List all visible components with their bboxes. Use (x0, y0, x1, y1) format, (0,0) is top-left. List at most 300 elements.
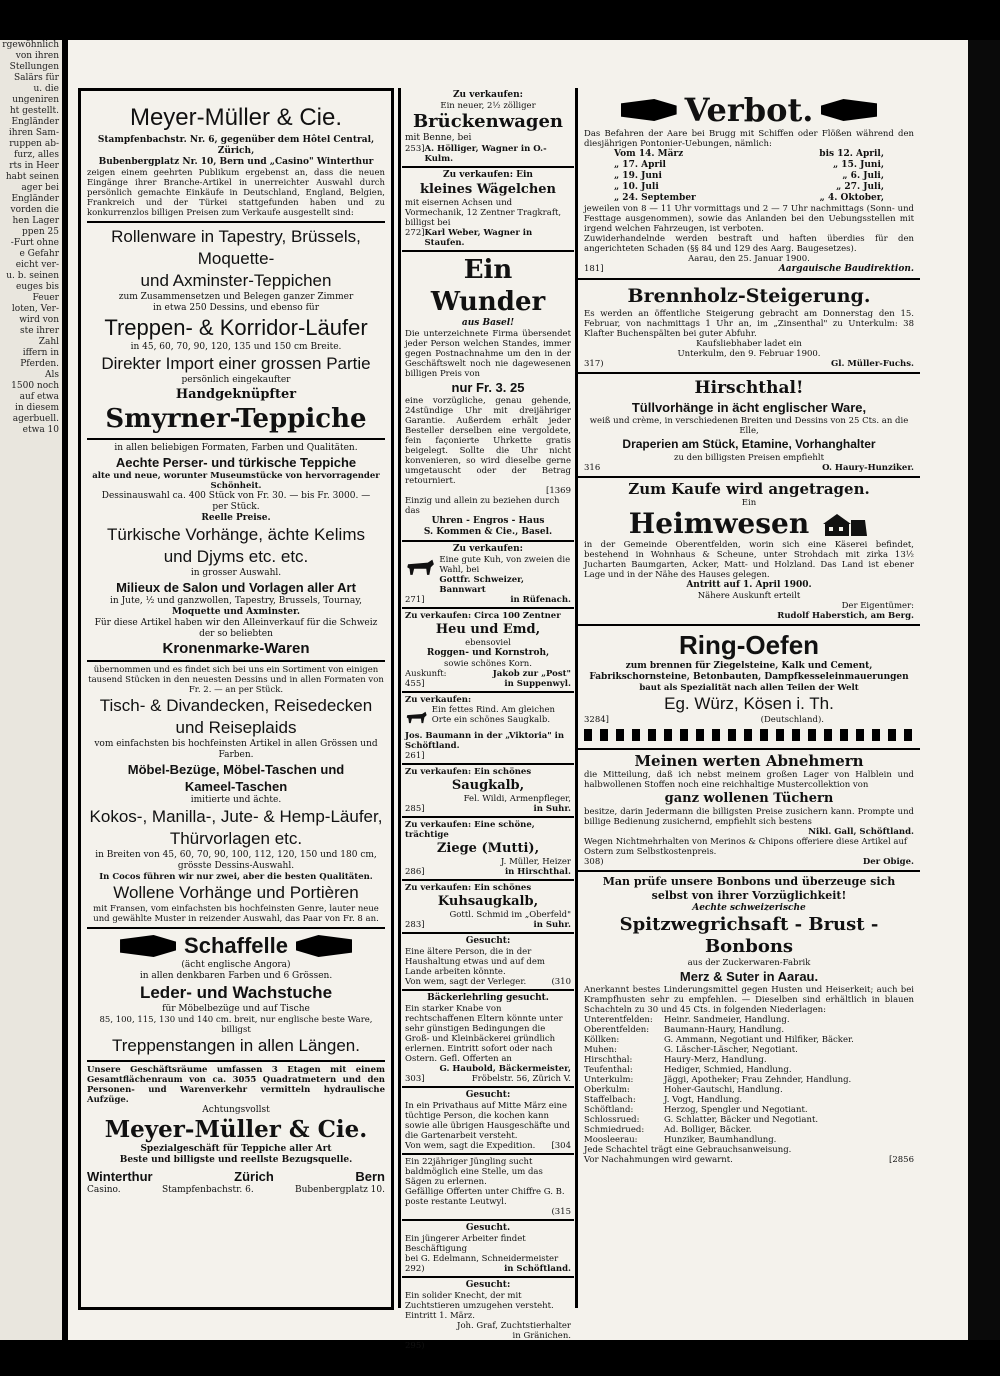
ad-contact: bei G. Edelmann, Schneidermeister (405, 1254, 559, 1264)
ad-number: 3284] (584, 715, 609, 725)
depot-merchant: J. Vogt, Handlung. (664, 1095, 743, 1105)
ad-text: Der Eigentümer: (841, 601, 914, 611)
ad-text: Auskunft: (405, 669, 447, 679)
ad-rind (402, 693, 574, 765)
depot-merchant: Jäggi, Apotheker; Frau Zehnder, Handlung. (664, 1075, 852, 1085)
depot-place: Unterkulm: (584, 1075, 634, 1085)
depot-merchant: Hunziker, Baumhandlung. (664, 1135, 777, 1145)
ad-title: Spitzwegrichsaft - Brust - Bonbons (619, 914, 879, 957)
depot-row (584, 1075, 914, 1085)
ad-contact: Karl Weber, Wagner in Staufen. (424, 228, 533, 248)
note: zum Zusammensetzen und Belegen ganzer Zimmer (118, 292, 354, 302)
notice-signature: Gl. Müller-Fuchs. (830, 359, 914, 369)
ad-text: Ein (741, 498, 757, 508)
strip-line: etwa 10 (22, 425, 59, 435)
depot-merchant: Herzog, Spengler und Negotiant. (664, 1105, 808, 1115)
depot-merchant: Heinr. Sandmeier, Handlung. (664, 1015, 790, 1025)
ornament-right-icon (821, 99, 877, 121)
ad-number: 253] (405, 144, 425, 154)
depot-place: Muhen: (584, 1045, 618, 1055)
ad-number: 303] (405, 1074, 425, 1084)
ad-number: [2856 (889, 1155, 914, 1165)
ad-contact: Fel. Wildi, Armenpfleger, (463, 794, 571, 804)
strip-line: rts in Heer (9, 161, 59, 171)
bonbons-ad (578, 872, 920, 1168)
ad-waegelchen (402, 168, 574, 252)
ad-place: in Gränichen. (512, 1331, 571, 1341)
note: Für diese Artikel haben wir den Alleinverkauf für die Schweiz (94, 618, 378, 628)
ad-number: 316 (584, 463, 601, 473)
ornament-left-icon (120, 935, 176, 957)
notice-date: Unterkulm, den 9. Februar 1900. (677, 349, 821, 359)
ad-place: in Suppenwyl. (504, 679, 571, 689)
strip-line: ihren Sam- (8, 128, 59, 138)
cattle-icon (405, 705, 428, 731)
ad-contact: G. Haubold, Bäckermeister, (439, 1064, 571, 1074)
depot-row (584, 1045, 914, 1055)
ad-head: Zu verkaufen: (405, 695, 472, 705)
strip-line: euges bis (16, 282, 59, 292)
depot-merchant: Ad. Bolliger, Bäcker. (664, 1125, 752, 1135)
ad-title: Meyer-Müller & Cie. (129, 104, 343, 131)
strip-line: u. die (33, 84, 59, 94)
note: In Cocos führen wir nur zwei, aber die besten Qualitäten. (99, 872, 373, 882)
strip-line: Engländer (11, 194, 59, 204)
intro-text: zeigen einem geehrten Publikum ergebenst an, dass die neuen Eingänge ihrer Branche-Artikel in unerreichter Auswahl durch persönlich gemachte Einkäufe in Deutschland, England, Belgien, Frankreich und der Türkei stattgefunden haben und zu konkurrenzlos billigen Preisen zum Verkaufe ausgestellt sind: (87, 168, 385, 218)
ad-contact: Der Obige. (862, 857, 914, 867)
note: Achtungsvollst (202, 1105, 270, 1115)
ad-head: Gesucht: (465, 936, 511, 946)
date-cell: „ 17. April (614, 160, 666, 170)
ad-number: 295) (405, 1341, 425, 1351)
verbot-notice (578, 88, 920, 280)
strip-line: rgewöhnlich (2, 40, 59, 50)
strip-line: ungeniren (12, 95, 59, 105)
strip-line: ht gestellt. (9, 106, 59, 116)
notices-column (578, 88, 920, 1318)
heading: Leder- und Wachstuche (139, 983, 333, 1002)
ad-number: (315 (551, 1207, 571, 1217)
date-cell: „ 19. Juni (614, 171, 662, 181)
column-divider (398, 88, 401, 1308)
ad-text: mit eisernen Achsen und Vormechanik, 12 Zentner Tragkraft, billigst bei (405, 198, 562, 228)
ad-text: Einzig und allein zu beziehen durch das (405, 496, 560, 516)
ad-head: Zu verkaufen: (452, 544, 524, 554)
ad-text: Jede Schachtel trägt eine Gebrauchsanweisung. (584, 1145, 792, 1155)
right-scan-edge (968, 40, 1000, 1340)
ad-text: Nähere Auskunft erteilt (697, 591, 801, 601)
ornament-right-icon (296, 935, 352, 957)
ad-text: in der Gemeinde Oberentfelden, worin sich eine Käserei befindet, bestehend in Wohnhaus & Scheune, unter Strohdach mit zirka 13½ Jucharten Baumgarten, Acker, Matt- und Holzland. Das Land ist ebener Lage und in der Nähe des Hauses gelegen. (584, 540, 914, 580)
ad-text: ebensoviel (465, 638, 511, 648)
date-row (614, 193, 884, 204)
note: Unsere Geschäftsräume umfassen 3 Etagen mit einem Gesamtflächenraum von ca. 3055 Quadratmetern und den Personen- und Warenverkehr vermitteln hydraulische Aufzüge. (87, 1065, 385, 1105)
ad-text: Ein 22jähriger Jüngling sucht baldmöglich eine Stelle, um das Sägen zu erlernen. (405, 1157, 543, 1187)
strip-line: loten, Ver- (11, 304, 59, 314)
ad-contact: Jakob zur „Post" (492, 669, 571, 679)
depot-merchant: G. Ammann, Negotiant und Hilfiker, Bäcker. (664, 1035, 854, 1045)
ad-kuhsaugkalb (402, 881, 574, 934)
ad-title: kleines Wägelchen (419, 182, 556, 197)
note: (ächt englische Angora) (181, 960, 291, 970)
date-row (614, 160, 884, 171)
ad-text: eine vorzügliche, genau gehende, 24stündige Uhr mit dreijähriger Garantie. Außerdem erhält jeder Besteller derselben eine vergoldete, fein façonierte Uhrkette gratis beigelegt. Sollte die Uhr nicht konvenieren, so wird dieselbe gerne umgetauscht oder der Betrag retourniert. (405, 396, 571, 486)
ad-head: Gesucht: (465, 1280, 511, 1290)
ad-text: Von wem, sagt der Verleger. (405, 977, 527, 987)
gall-ad (578, 750, 920, 872)
classifieds-column (402, 88, 574, 1351)
ad-text: Ein solider Knecht, der mit Zuchtstieren umzugehen versteht. Eintritt 1. März. (405, 1291, 554, 1321)
ad-gesucht-koechin (402, 1088, 574, 1155)
depot-place: Moosleerau: (584, 1135, 638, 1145)
ad-title: Meinen werten Abnehmern (634, 752, 864, 770)
ad-text: Von wem, sagt die Expedition. (405, 1141, 536, 1151)
ad-text: Anerkannt bestes Linderungsmittel gegen Husten und Heiserkeit; auch bei Krampfhusten sehr zu empfehlen. — Dieselben sind erhältlich in blauen Schachteln zu 30 und 45 Cts. in folgenden Niederlagen: (584, 985, 914, 1015)
ad-text: (Deutschland). (760, 715, 824, 725)
ad-text: Ein jüngerer Arbeiter findet Beschäftigung (405, 1234, 526, 1254)
note: mit Fransen, vom einfachsten bis hochfeinsten Genre, lauter neue und gewählte Muster in reizender Auswahl, das Paar von Fr. 8 an. (93, 904, 379, 924)
heading: Direkter Import einer grossen Partie (101, 354, 371, 373)
strip-line: wird von (19, 315, 59, 325)
depot-place: Oberkulm: (584, 1085, 630, 1095)
strip-line: iffern in (22, 348, 59, 358)
ad-number: 455] (405, 679, 425, 689)
heading: Thürvorlagen etc. (169, 829, 303, 848)
meyer-mueller-ad (78, 88, 394, 1310)
strip-line: auf etwa (19, 392, 59, 402)
depot-merchant: G. Schlatter, Bäcker und Negotiant. (664, 1115, 819, 1125)
heading: Türkische Vorhänge, ächte Kelims (107, 525, 365, 544)
depot-merchant: Haury-Merz, Handlung. (664, 1055, 767, 1065)
strip-line: vorden die (10, 205, 59, 215)
strip-line: von ihren (15, 51, 59, 61)
note: in allen denkbaren Farben und 6 Grössen. (139, 971, 333, 981)
depot-merchant: Baumann-Haury, Handlung. (664, 1025, 785, 1035)
ad-arbeiter (402, 1221, 574, 1278)
ad-title: Ring-Oefen (678, 630, 820, 660)
ad-number: 286] (405, 867, 425, 877)
depot-row (584, 1105, 914, 1115)
heading: Möbel-Bezüge, Möbel-Taschen und (127, 762, 345, 777)
date-row (614, 171, 884, 182)
note: in grosser Auswahl. (190, 568, 282, 578)
strip-line: Stellungen (9, 62, 59, 72)
ad-contact: O. Haury-Hunziker. (822, 463, 914, 473)
note: grösste Dessins-Auswahl. (177, 861, 295, 871)
date-cell: „ 6. Juli, (842, 171, 884, 181)
ad-text: Antritt auf 1. April 1900. (686, 580, 812, 590)
ad-head: Man prüfe unsere Bonbons und überzeuge sich selbst von ihrer Vorzüglichkeit! (602, 875, 896, 902)
notice-text: Das Befahren der Aare bei Brugg mit Schiffen oder Flößen während den diesjährigen Pontonier-Uebungen, nämlich: (584, 129, 914, 149)
city-address: Stampfenbachstr. 6. (161, 1185, 254, 1195)
signature: Meyer-Müller & Cie. (104, 1116, 368, 1143)
ad-juengling (402, 1155, 574, 1221)
heading: Tisch- & Divandecken, Reisedecken (99, 696, 373, 715)
ad-contact: Joh. Graf, Zuchtstierhalter (457, 1321, 571, 1331)
address: Stampfenbachstr. Nr. 6, gegenüber dem Hôtel Central, Zürich, (97, 135, 375, 156)
ad-text: In ein Privathaus auf Mitte März eine tüchtige Person, die kochen kann sowie alle übrigen Hausgeschäfte und die Gartenarbeit versteht. (405, 1101, 570, 1141)
date-row (614, 149, 884, 160)
ad-text: Die unterzeichnete Firma übersendet jeder Person welchen Standes, immer gegen Postnachnahme um den in der Geschäftswelt noch nie dagewesenen billigen Preis von (405, 329, 571, 379)
heading: und Axminster-Teppichen (140, 271, 332, 290)
notice-date: Aarau, den 25. Januar 1900. (688, 254, 810, 264)
ad-firm: Merz & Suter in Aarau. (679, 969, 819, 984)
ringoefen-ad (578, 626, 920, 750)
heading: Kameel-Taschen (184, 779, 288, 794)
strip-line: 1500 noch (11, 381, 59, 391)
ad-number: 308) (584, 857, 604, 867)
depot-row (584, 1095, 914, 1105)
decorative-border (584, 729, 914, 741)
ad-head: Gesucht: (465, 1090, 511, 1100)
ad-place: in Schöftland. (504, 1264, 571, 1274)
ad-text: Gefällige Offerten unter Chiffre G. B. poste restante Leutwyl. (405, 1187, 565, 1207)
note: für Möbelbezüge und auf Tische (162, 1004, 310, 1014)
ad-number: 283] (405, 920, 425, 930)
ad-text: sowie schönes Korn. (444, 659, 532, 669)
ad-text: besitze, darin Jedermann die billigsten Preise zusichern kann. Prompte und billige Bedienung zusichernd, empfiehlt sich bestens (584, 807, 914, 827)
ad-subtitle: ganz wollenen Tüchern (664, 791, 834, 806)
depot-row (584, 1115, 914, 1125)
house-icon (821, 510, 869, 538)
note: der so beliebten (199, 629, 273, 639)
ad-head: Zu verkaufen: Ein schönes (405, 883, 532, 893)
ad-number: 272] (405, 228, 425, 238)
heading: Milieux de Salon und Vorlagen aller Art (116, 580, 356, 595)
note: in Jute, ½ und ganzwollen, Tapestry, Brussels, Tournay, (110, 596, 362, 606)
city-address: Bubenbergplatz 10. (295, 1185, 385, 1195)
ad-head: Gesucht. (465, 1223, 511, 1233)
strip-line: habt seinen (5, 172, 59, 182)
depot-place: Teufenthal: (584, 1065, 633, 1075)
ornament-left-icon (621, 99, 677, 121)
notice-title: Brennholz-Steigerung. (627, 285, 871, 307)
ad-contact: Jos. Baumann in der „Viktoria" in Schöftland. (405, 731, 565, 751)
ad-number: [1369 (546, 486, 571, 496)
strip-line: ager bei (21, 183, 59, 193)
ad-text: Ein neuer, 2½ zölliger (440, 101, 536, 111)
ad-contact: Gottl. Schmid im „Oberfeld" (449, 910, 571, 920)
brennholz-notice (578, 280, 920, 374)
ad-price: nur Fr. 3. 25 (451, 380, 525, 395)
ad-text: zu den billigsten Preisen empfiehlt (674, 453, 824, 463)
ad-number: (310 (551, 977, 571, 987)
depot-row (584, 1125, 914, 1135)
ad-text: weiß und crème, in verschiedenen Breiten und Dessins von 25 Cts. an die Elle, (589, 416, 909, 436)
ad-head: Zu verkaufen: Circa 100 Zentner (405, 611, 561, 621)
ad-contact: J. Müller, Heizer (500, 857, 571, 867)
ad-subtitle: Aechte schweizerische (692, 903, 806, 913)
ad-number: 317) (584, 359, 604, 369)
ad-text: die Mitteilung, daß ich nebst meinem großen Lager von Halblein und halbwollenen Stoffen noch eine reichhaltige Mustercollektion von (584, 770, 914, 790)
note: imitierte und ächte. (190, 795, 282, 805)
depot-merchant: Hoher-Gautschi, Handlung. (664, 1085, 783, 1095)
adjacent-page-strip (0, 40, 62, 1340)
ad-brueckenwagen (402, 88, 574, 168)
ad-subtitle: Tüllvorhänge in ächt englischer Ware, (631, 400, 867, 415)
depot-row (584, 1065, 914, 1075)
depot-merchant: G. Läscher-Läscher, Negotiant. (664, 1045, 798, 1055)
ad-title: Zum Kaufe wird angetragen. (628, 480, 870, 498)
strip-line: ruppen ab- (9, 139, 59, 149)
ad-place: in Hirschthal. (504, 867, 571, 877)
ad-knecht (402, 1278, 574, 1353)
city: Zürich (234, 1169, 274, 1184)
depot-place: Schmiedrued: (584, 1125, 645, 1135)
strip-line: in diesem (15, 403, 59, 413)
depot-row (584, 1015, 914, 1025)
address: Bubenbergplatz Nr. 10, Bern und „Casino" Winterthur (98, 157, 374, 167)
city-address: Casino. (87, 1185, 121, 1195)
date-cell: „ 15. Juni, (833, 160, 884, 170)
depot-place: Schöftland: (584, 1105, 634, 1115)
depot-place: Hirschthal: (584, 1055, 633, 1065)
heimwesen-ad (578, 478, 920, 626)
ad-head: Zu verkaufen: (452, 90, 524, 100)
ad-firm: S. Kommen & Cie., Basel. (423, 527, 553, 537)
ad-firm: Eg. Würz, Kösen i. Th. (664, 694, 834, 713)
ad-title: Heimwesen (628, 507, 810, 540)
city: Bern (355, 1169, 385, 1184)
note: in 45, 60, 70, 90, 120, 135 und 150 cm Breite. (130, 342, 342, 352)
note: Dessinauswahl ca. 400 Stück von Fr. 30. — bis Fr. 3000. — (101, 491, 371, 501)
notice-text: Kaufsliebhaber ladet ein (696, 339, 802, 349)
ad-firm: Uhren - Engros - Haus (431, 516, 545, 526)
ad-contact: Rudolf Haberstich, am Berg. (777, 611, 914, 621)
note: übernommen und es findet sich bei uns ein Sortiment von einigen tausend Stücken in den neuesten Dessins und in allen Formaten von Fr. 2. — an per Stück. (88, 665, 384, 695)
ad-text: Vor Nachahmungen wird gewarnt. (584, 1155, 733, 1165)
ad-title: Kuhsaugkalb, (437, 894, 539, 909)
notice-signature: Aargauische Baudirektion. (778, 264, 914, 274)
note: in allen beliebigen Formaten, Farben und Qualitäten. (114, 443, 358, 453)
ad-number: 261] (405, 751, 425, 761)
hirschthal-ad (578, 374, 920, 478)
ad-title: Roggen- und Kornstroh, (426, 648, 550, 658)
ad-text: baut als Spezialität nach allen Teilen der Welt (639, 683, 859, 693)
strip-line: Feuer (32, 293, 59, 303)
ad-contact: A. Hölliger, Wagner in O.-Kulm. (424, 144, 547, 164)
ad-number: 181] (584, 264, 604, 274)
heading: und Djyms etc. etc. (163, 547, 309, 566)
depot-row (584, 1135, 914, 1145)
depot-place: Staffelbach: (584, 1095, 636, 1105)
ad-subtitle: zum brennen für Ziegelsteine, Kalk und Cement, (625, 661, 873, 671)
strip-line: Als (45, 370, 59, 380)
ad-head: Zu verkaufen: Eine schöne, trächtige (405, 820, 535, 840)
heading: Treppenstangen in allen Längen. (112, 1036, 360, 1055)
depot-place: Köllken: (584, 1035, 620, 1045)
depot-row (584, 1055, 914, 1065)
ad-number: 271] (405, 595, 425, 605)
ad-wunder (402, 252, 574, 542)
ad-subtitle: Fabrikschornsteine, Betonbauten, Dampfkesseleinmauerungen (589, 672, 909, 682)
ad-title: Ziege (Mutti), (436, 841, 540, 856)
heading: Kokos-, Manilla-, Jute- & Hemp-Läufer, (89, 807, 383, 826)
depot-row (584, 1035, 914, 1045)
ad-number: [304 (551, 1141, 571, 1151)
ad-text: Eine ältere Person, die in der Haushaltung etwas und auf dem Lande arbeiten könnte. (405, 947, 545, 977)
depot-place: Schlossrued: (584, 1115, 640, 1125)
date-cell: „ 24. September (614, 193, 696, 203)
depot-place: Oberentfelden: (584, 1025, 650, 1035)
ad-title: Ein Wunder (430, 255, 546, 317)
note: Beste und billigste und reellste Bezugsquelle. (119, 1155, 353, 1165)
ad-contact: Gottfr. Schweizer, Bannwart (439, 575, 524, 595)
ad-title: Hirschthal! (694, 378, 804, 398)
note: in etwa 250 Dessins, und ebenso für (153, 303, 319, 313)
note: Moquette und Axminster. (171, 607, 301, 617)
date-row (614, 182, 884, 193)
note: vom einfachsten bis hochfeinsten Artikel in allen Grössen und Farben. (94, 739, 378, 760)
date-cell: „ 10. Juli (614, 182, 659, 192)
note: per Stück. (212, 502, 260, 512)
strip-line: Engländer (11, 117, 59, 127)
cow-icon (405, 555, 435, 581)
notice-title: Verbot. (684, 91, 814, 129)
strip-line: ste ihrer (19, 326, 59, 336)
heading: Smyrner-Teppiche (105, 404, 367, 434)
notice-text: jeweilen von 8 — 11 Uhr vormittags und 2 — 7 Uhr nachmittags (Sonn- und Festtage ausgenommen), sowie das Anlanden bei den Uebungsstellen mit irgend welchen Fahrzeugen, ist verboten. (584, 204, 914, 234)
strip-line: hen Lager (12, 216, 59, 226)
heading: Aechte Perser- und türkische Teppiche (115, 455, 357, 470)
ad-text: Eine gute Kuh, von zweien die Wahl, bei (439, 555, 571, 575)
ad-text: Ein starker Knabe von rechtschaffenen Eltern könnte unter sehr günstigen Bedingungen die Groß- und Kleinbäckerei gründlich erlernen. Eintritt sofort oder nach Ostern. Gefl. Offerten an (405, 1004, 563, 1064)
heading: und Reiseplaids (175, 718, 297, 737)
notice-text: Zuwiderhandelnde werden bestraft und haften überdies für den angerichteten Schaden (§§ 84 und 129 des Aarg. Baugesetzes). (584, 234, 914, 254)
ad-heu (402, 609, 574, 693)
notice-text: Es werden an öffentliche Steigerung gebracht am Donnerstag den 15. Februar, von nachmittags 1 Uhr an, im „Zinsenthal" zu Unterkulm: 38 Klafter Buchenspälten bei guter Abfuhr. (584, 309, 914, 339)
ad-head: Bäckerlehrling gesucht. (427, 993, 549, 1003)
ad-kuh (402, 542, 574, 609)
strip-line: Pferden. (20, 359, 59, 369)
heading: Wollene Vorhänge und Portièren (113, 883, 359, 902)
ad-saugkalb (402, 765, 574, 818)
ad-text: aus der Zuckerwaren-Fabrik (687, 958, 811, 968)
ad-gesucht-person (402, 934, 574, 991)
strip-line: furz, alles (14, 150, 59, 160)
note: 85, 100, 115, 130 und 140 cm. breit, nur englische beste Ware, billigst (99, 1015, 373, 1035)
ad-head: Zu verkaufen: Ein schönes (405, 767, 532, 777)
depot-place: Unterentfelden: (584, 1015, 653, 1025)
ad-place: Fröbelstr. 56, Zürich V. (471, 1074, 571, 1084)
note: in Breiten von 45, 60, 70, 90, 100, 112, 120, 150 und 180 cm, (95, 850, 377, 860)
ad-baeckerlehrling (402, 991, 574, 1088)
depot-row (584, 1025, 914, 1035)
date-cell: Vom 14. März (614, 149, 684, 159)
city: Winterthur (87, 1169, 153, 1184)
ad-text: Ein fettes Rind. Am gleichen Orte ein schönes Saugkalb. (431, 705, 555, 725)
date-cell: „ 4. Oktober, (819, 193, 884, 203)
ad-text: mit Benne, bei (405, 133, 472, 143)
strip-line: Zahl (38, 337, 59, 347)
depot-row (584, 1085, 914, 1095)
ad-head: Zu verkaufen: Ein (443, 170, 533, 180)
note: alte und neue, worunter Museumstücke von hervorragender Schönheit. (92, 471, 380, 491)
ad-subtitle: aus Basel! (461, 318, 515, 328)
ad-number: 292) (405, 1264, 425, 1274)
ad-subtitle: Draperien am Stück, Etamine, Vorhanghalter (622, 437, 876, 451)
strip-line: agerbuell. (12, 414, 59, 424)
date-cell: bis 12. April, (819, 149, 884, 159)
ad-ziege (402, 818, 574, 881)
heading: Kronenmarke-Waren (162, 640, 310, 657)
heading: Rollenware in Tapestry, Brüssels, Moquette- (111, 227, 361, 268)
ad-title: Saugkalb, (451, 778, 525, 793)
ad-place: in Suhr. (533, 920, 571, 930)
strip-line: -Furt ohne (10, 238, 59, 248)
ad-contact: Nikl. Gall, Schöftland. (808, 827, 914, 837)
ad-number: 285] (405, 804, 425, 814)
